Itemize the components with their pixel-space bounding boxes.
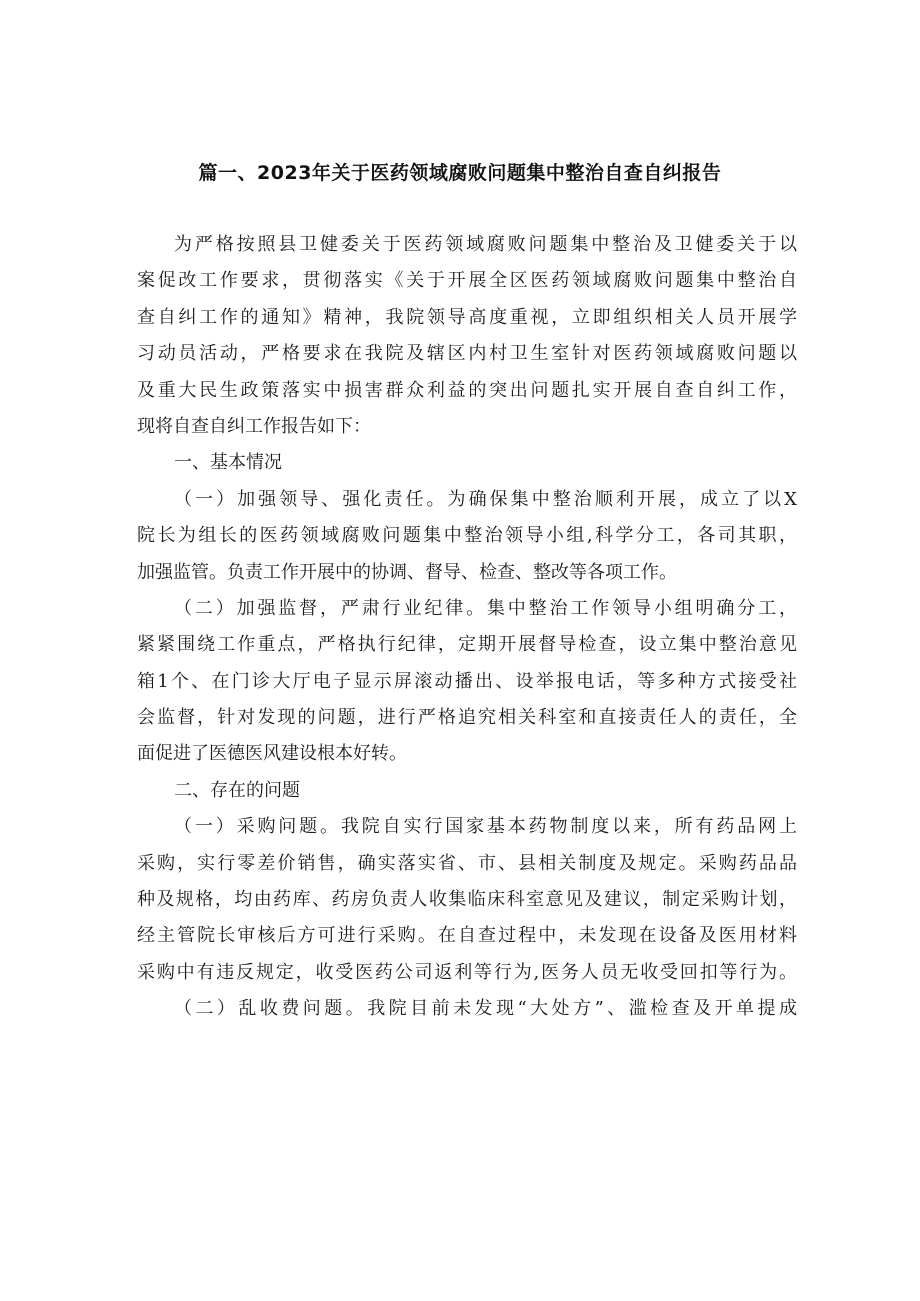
paragraph-line: （二）乱收费问题。我院目前未发现“大处方”、滥检查及开单提成	[174, 998, 797, 1020]
paragraph-line: 查自纠工作的通知》精神，我院领导高度重视，立即组织相关人员开展学	[137, 306, 797, 328]
section-heading: 一、基本情况	[174, 452, 282, 474]
section-heading: 二、存在的问题	[174, 779, 300, 801]
paragraph-line: （一）加强领导、强化责任。为确保集中整治顺利开展，成立了以X	[174, 488, 797, 510]
paragraph-line: 为严格按照县卫健委关于医药领域腐败问题集中整治及卫健委关于以	[174, 234, 797, 255]
document-title: 篇一、2023年关于医药领域腐败问题集中整治自查自纠报告	[198, 162, 722, 184]
paragraph-line: 经主管院长审核后方可进行采购。在自查过程中，未发现在设备及医用材料	[137, 925, 797, 947]
paragraph-line: 采购，实行零差价销售，确实落实省、市、县相关制度及规定。采购药品品	[137, 852, 797, 874]
paragraph-line: 箱1个、在门诊大厅电子显示屏滚动播出、设举报电话，等多种方式接受社	[137, 670, 797, 692]
paragraph-line: 会监督，针对发现的问题，进行严格追究相关科室和直接责任人的责任，全	[137, 707, 797, 729]
paragraph-line: 面促进了医德医风建设根本好转。	[137, 743, 407, 765]
document-body	[137, 227, 797, 1028]
paragraph-line: 习动员活动，严格要求在我院及辖区内村卫生室针对医药领域腐败问题以	[137, 343, 797, 365]
paragraph-line: （一）采购问题。我院自实行国家基本药物制度以来，所有药品网上	[174, 816, 797, 838]
paragraph-line: 院长为组长的医药领域腐败问题集中整治领导小组,科学分工，各司其职，	[137, 525, 797, 547]
paragraph-line: 种及规格，均由药库、药房负责人收集临床科室意见及建议，制定采购计划，	[137, 889, 797, 911]
paragraph-line: 现将自查自纠工作报告如下：	[137, 415, 371, 437]
paragraph-line: 案促改工作要求，贯彻落实《关于开展全区医药领域腐败问题集中整治自	[137, 270, 797, 292]
paragraph-line: 及重大民生政策落实中损害群众利益的突出问题扎实开展自查自纠工作，	[137, 379, 797, 401]
paragraph-line: （二）加强监督，严肃行业纪律。集中整治工作领导小组明确分工，	[174, 597, 797, 619]
paragraph-line: 加强监管。负责工作开展中的协调、督导、检查、整改等各项工作。	[137, 561, 677, 583]
paragraph-line: 紧紧围绕工作重点，严格执行纪律，定期开展督导检查，设立集中整治意见	[137, 634, 797, 656]
paragraph-line: 采购中有违反规定，收受医药公司返利等行为,医务人员无收受回扣等行为。	[137, 961, 797, 983]
